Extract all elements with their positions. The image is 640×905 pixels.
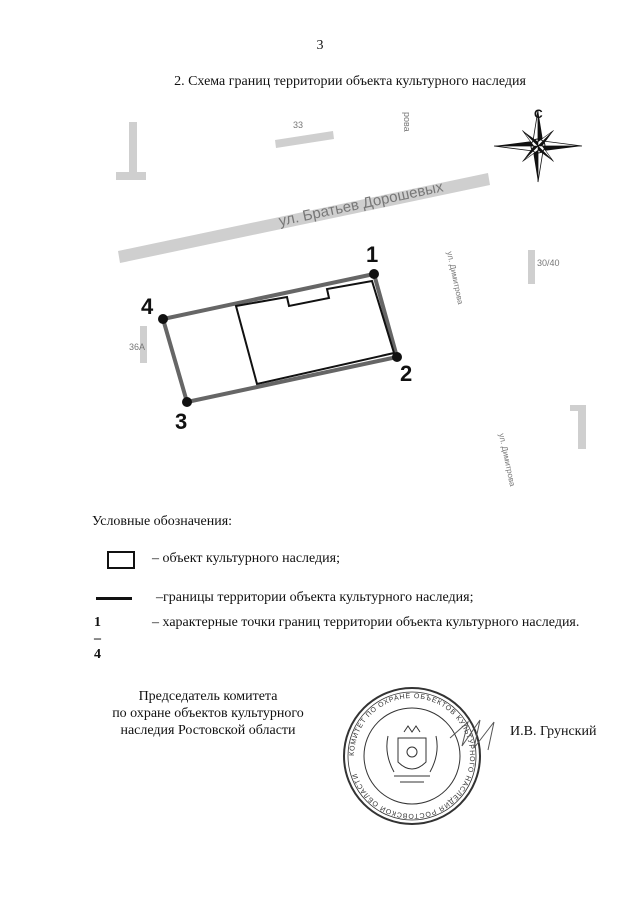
house-36a-label: 36А [129, 342, 146, 352]
block-right-vertical [578, 405, 586, 449]
side-street-label-1: ул. Димитрова [445, 250, 466, 306]
legend-rectangle-icon [107, 551, 135, 569]
legend-title: Условные обозначения: [92, 514, 233, 529]
point-label-2: 2 [400, 361, 413, 386]
block-right-horizontal [570, 405, 586, 411]
point-label-1: 1 [366, 242, 379, 267]
legend-text-points: – характерные точки границ территории объекта культурного наследия. [152, 615, 580, 630]
signer-title-line-2: по охране объектов культурного [112, 706, 304, 721]
official-stamp [328, 676, 508, 836]
boundary-point-3 [182, 397, 192, 407]
house-33-label: 33 [293, 120, 304, 130]
legend-points-symbol: 1 – 4 [94, 615, 101, 662]
compass-north-label: С [534, 107, 543, 121]
main-street-label: ул. Братьев Дорошевых [277, 178, 445, 230]
point-label-3: 3 [175, 409, 188, 434]
page-number: 3 [316, 38, 324, 53]
block-3040 [528, 250, 535, 284]
legend-text-object: – объект культурного наследия; [152, 551, 340, 566]
stamp-text: КОМИТЕТ ПО ОХРАНЕ ОБЪЕКТОВ КУЛЬТУРНОГО НАСЛЕДИЯ РОСТОВСКОЙ ОБЛАСТИ [348, 692, 476, 820]
boundary-point-1 [369, 269, 379, 279]
point-label-4: 4 [141, 294, 154, 319]
signer-title-line-3: наследия Ростовской области [120, 723, 296, 738]
coat-of-arms-icon [387, 726, 437, 782]
boundary-map [100, 100, 600, 500]
block-33 [275, 131, 334, 148]
territory-boundary [163, 274, 397, 402]
block-left-horizontal [116, 172, 146, 180]
signer-title [78, 688, 338, 739]
legend-text-boundary: –границы территории объекта культурного наследия; [156, 590, 474, 605]
block-left-vertical [129, 122, 137, 180]
side-street-label-2: ул. Димитрова [497, 432, 518, 488]
section-title: 2. Схема границ территории объекта культурного наследия [174, 74, 526, 89]
svg-text:КОМИТЕТ ПО ОХРАНЕ ОБЪЕКТОВ КУЛ [349, 693, 475, 819]
house-3040-label: 30/40 [537, 258, 560, 268]
boundary-point-4 [158, 314, 168, 324]
legend-line-icon [96, 597, 132, 600]
street-fragment-label: рова [402, 112, 412, 132]
signer-name: И.В. Грунский [510, 724, 597, 739]
signer-title-line-1: Председатель комитета [138, 689, 278, 704]
